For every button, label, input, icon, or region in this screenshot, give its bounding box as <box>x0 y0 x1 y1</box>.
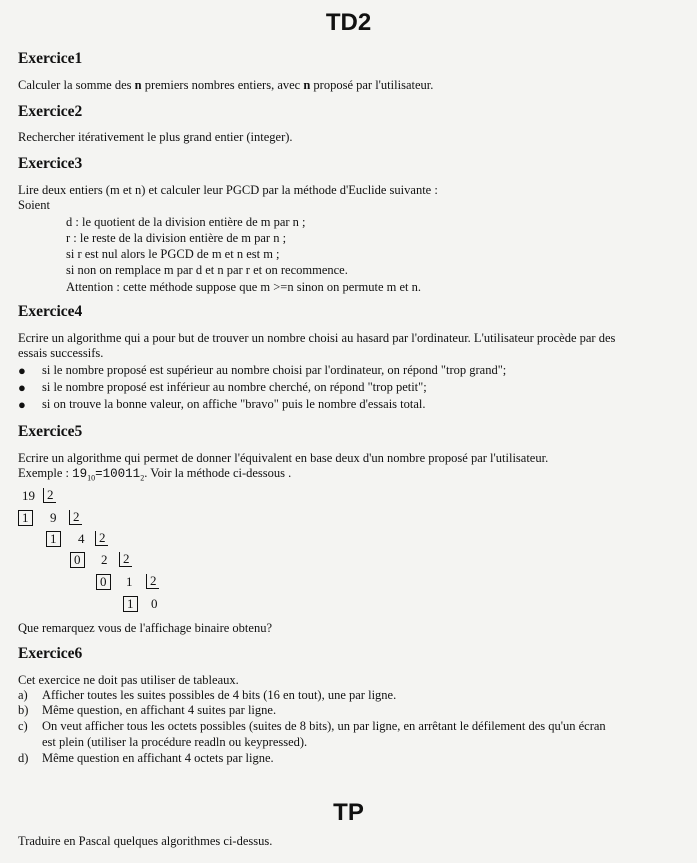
example-decimal: 19 <box>72 467 88 481</box>
exercise2-text: Rechercher itérativement le plus grand entier (integer). <box>18 130 293 144</box>
quotient: 4 <box>78 531 85 546</box>
divisor: 2 <box>119 552 132 567</box>
exercise6-intro: Cet exercice ne doit pas utiliser de tableaux. <box>18 673 239 687</box>
quotient: 0 <box>151 596 158 611</box>
exercise4-intro-cont: essais successifs. <box>18 346 104 360</box>
exercise3-step: Attention : cette méthode suppose que m >=n sinon on permute m et n. <box>66 280 422 294</box>
example-label: Exemple : <box>18 466 73 480</box>
divisor: 2 <box>69 510 82 525</box>
example-binary-base: 2 <box>140 473 145 483</box>
exercise1-text-part: Calculer la somme des <box>18 78 135 92</box>
remainder-box: 1 <box>18 510 33 526</box>
tp-title: TP <box>333 799 364 826</box>
example-tail: . Voir la méthode ci-dessous . <box>144 466 292 480</box>
example-decimal-base: 10 <box>87 473 96 483</box>
bullet-icon: ● <box>18 363 26 378</box>
exercise1-bold-n: n <box>303 78 311 92</box>
item-text: Même question, en affichant 4 suites par ligne. <box>42 703 277 717</box>
item-text: Même question en affichant 4 octets par ligne. <box>42 751 274 765</box>
tp-text: Traduire en Pascal quelques algorithmes ci-dessus. <box>18 834 273 848</box>
dividend: 19 <box>22 488 35 503</box>
exercise6-heading: Exercice6 <box>18 645 83 662</box>
exercise3-step: si non on remplace m par d et n par r et on recommence. <box>66 263 348 277</box>
bullet-text: si on trouve la bonne valeur, on affiche "bravo" puis le nombre d'essais total. <box>42 397 426 411</box>
item-label: c) <box>18 719 28 733</box>
exercise5-heading: Exercice5 <box>18 423 83 440</box>
item-label: d) <box>18 751 29 765</box>
remainder-box: 1 <box>123 596 138 612</box>
exercise3-soient: Soient <box>18 198 50 212</box>
exercise1-text-part: premiers nombres entiers, avec <box>141 78 304 92</box>
item-label: a) <box>18 688 28 702</box>
remainder-box: 0 <box>96 574 111 590</box>
exercise1-text <box>18 78 690 93</box>
exercise5-question: Que remarquez vous de l'affichage binaire obtenu? <box>18 621 272 635</box>
item-text: est plein (utiliser la procédure readln ou keypressed). <box>42 735 308 749</box>
divisor: 2 <box>43 488 56 503</box>
exercise1-bold-n: n <box>134 78 142 92</box>
bullet-icon: ● <box>18 380 26 395</box>
exercise5-example <box>18 466 690 486</box>
item-text: Afficher toutes les suites possibles de 4 bits (16 en tout), une par ligne. <box>42 688 397 702</box>
exercise3-step: si r est nul alors le PGCD de m et n est m ; <box>66 247 280 261</box>
exercise2-heading: Exercice2 <box>18 103 83 120</box>
document-title: TD2 <box>325 9 372 36</box>
exercise5-intro: Ecrire un algorithme qui permet de donner l'équivalent en base deux d'un nombre proposé par l'utilisateur. <box>18 451 549 465</box>
divisor: 2 <box>95 531 108 546</box>
exercise4-heading: Exercice4 <box>18 303 83 320</box>
remainder-box: 0 <box>70 552 85 568</box>
exercise4-intro: Ecrire un algorithme qui a pour but de trouver un nombre choisi au hasard par l'ordinateur. L'utilisateur procède par des <box>18 331 616 345</box>
bullet-text: si le nombre proposé est inférieur au nombre cherché, on répond "trop petit"; <box>42 380 427 394</box>
exercise3-intro: Lire deux entiers (m et n) et calculer leur PGCD par la méthode d'Euclide suivante : <box>18 183 438 197</box>
exercise3-heading: Exercice3 <box>18 155 83 172</box>
divisor: 2 <box>146 574 159 589</box>
item-label: b) <box>18 703 29 717</box>
exercise3-step: r : le reste de la division entière de m par n ; <box>66 231 287 245</box>
exercise1-heading: Exercice1 <box>18 50 83 67</box>
exercise3-step: d : le quotient de la division entière de m par n ; <box>66 215 306 229</box>
bullet-icon: ● <box>18 397 26 412</box>
quotient: 2 <box>101 552 108 567</box>
quotient: 9 <box>50 510 57 525</box>
example-binary: =10011 <box>95 467 141 481</box>
exercise1-text-part: proposé par l'utilisateur. <box>310 78 434 92</box>
remainder-box: 1 <box>46 531 61 547</box>
bullet-text: si le nombre proposé est supérieur au nombre choisi par l'ordinateur, on répond "trop grand"; <box>42 363 507 377</box>
item-text: On veut afficher tous les octets possibles (suites de 8 bits), un par ligne, en arrêtant le défilement des qu'un écran <box>42 719 606 733</box>
quotient: 1 <box>126 574 133 589</box>
